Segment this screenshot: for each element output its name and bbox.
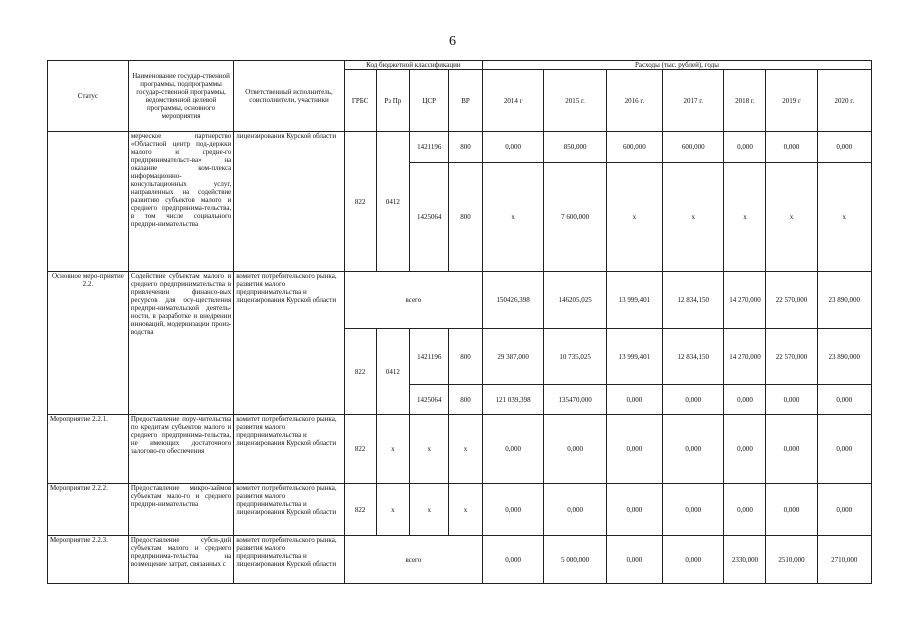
value-cell: 150426,398 — [482, 272, 543, 329]
value-cell: 0,000 — [482, 415, 543, 484]
status-header: Статус — [48, 61, 129, 132]
value-cell: 0,000 — [766, 484, 817, 536]
value-cell: x — [766, 163, 817, 272]
year-header: 2019 г — [766, 70, 817, 132]
value-cell: x — [724, 163, 766, 272]
value-cell: 0,000 — [663, 415, 724, 484]
value-cell: 0,000 — [766, 132, 817, 163]
value-cell: 0,000 — [482, 132, 543, 163]
executor-cell: лицензирования Курской области — [234, 132, 345, 272]
year-header: 2015 г. — [544, 70, 606, 132]
value-cell: 600,000 — [606, 132, 662, 163]
value-cell: 850,000 — [544, 132, 606, 163]
csr-cell: 1421196 — [410, 132, 449, 163]
csr-cell: 1425064 — [410, 163, 449, 272]
budget-code-header: Код бюджетной классификации — [344, 61, 482, 70]
value-cell: 0,000 — [724, 484, 766, 536]
vr-header: ВР — [449, 70, 483, 132]
program-name-cell: мерческое партнерство «Областной центр под-держки малого и средне-го предпринимательст-ва» на оказание ком-плекса информационно-консультационных услуг, направленных на содействие развитию субъектов малого и среднего предпринима-тельства, в том числе социального предпри-нимательства — [128, 132, 233, 272]
year-header: 2020 г. — [817, 70, 871, 132]
value-cell: 5 000,000 — [544, 536, 606, 584]
value-cell: 0,000 — [544, 484, 606, 536]
header-row — [48, 61, 872, 70]
value-cell: 135470,000 — [544, 385, 606, 415]
value-cell: 22 570,000 — [766, 272, 817, 329]
status-cell: Мероприятие 2.2.1. — [48, 415, 129, 484]
vr-cell: 800 — [449, 385, 483, 415]
value-cell: 0,000 — [663, 484, 724, 536]
value-cell: x — [817, 163, 871, 272]
value-cell: 0,000 — [817, 132, 871, 163]
value-cell: 0,000 — [817, 385, 871, 415]
value-cell: 0,000 — [766, 385, 817, 415]
program-name-header: Наименование государ-ственной программы, подпрограммы государ-ственной программы, ведомственной целевой программы, основного мероприятия — [128, 61, 233, 132]
value-cell: 10 735,025 — [544, 329, 606, 385]
year-header: 2016 г. — [606, 70, 662, 132]
value-cell: 14 270,000 — [724, 329, 766, 385]
expenses-header: Расходы (тыс. рублей), годы — [482, 61, 871, 70]
csr-cell: 1421196 — [410, 329, 449, 385]
value-cell: 29 387,000 — [482, 329, 543, 385]
value-cell: 0,000 — [482, 484, 543, 536]
csr-cell: x — [410, 415, 449, 484]
value-cell: 0,000 — [766, 415, 817, 484]
value-cell: 0,000 — [663, 536, 724, 584]
vr-cell: 800 — [449, 329, 483, 385]
table-row — [48, 484, 872, 536]
value-cell: 14 270,000 — [724, 272, 766, 329]
value-cell: 600,000 — [663, 132, 724, 163]
value-cell: 0,000 — [724, 132, 766, 163]
value-cell: 121 039,398 — [482, 385, 543, 415]
rzpr-cell: 0412 — [376, 329, 410, 415]
rzpr-cell: x — [376, 484, 410, 536]
executor-cell: комитет потребительского рынка, развития малого предпринимательства и лицензирования Курской области — [234, 272, 345, 415]
value-cell: 2510,000 — [766, 536, 817, 584]
value-cell: 22 570,000 — [766, 329, 817, 385]
value-cell: 0,000 — [724, 385, 766, 415]
value-cell: 2330,000 — [724, 536, 766, 584]
value-cell: 23 890,000 — [817, 272, 871, 329]
year-header: 2018 г. — [724, 70, 766, 132]
value-cell: 13 999,401 — [606, 272, 662, 329]
table-row — [48, 536, 872, 584]
grbs-cell: 822 — [344, 415, 376, 484]
executor-cell: комитет потребительского рынка, развития малого предпринимательства и лицензирования Курской области — [234, 484, 345, 536]
value-cell: 7 600,000 — [544, 163, 606, 272]
grbs-cell: 822 — [344, 132, 376, 272]
page-number: 6 — [449, 34, 456, 49]
status-cell: Основное меро-приятие 2.2. — [48, 272, 129, 415]
vr-cell: 800 — [449, 163, 483, 272]
csr-cell: x — [410, 484, 449, 536]
value-cell: 0,000 — [544, 415, 606, 484]
program-name-cell: Содействие субъектам малого и среднего предпринимательства в привлечении финансо-вых ресурсов для осу-ществления предпри-нимательской деятель-ности, в разработке и внедрении инноваций, модернизации произ-водства — [128, 272, 233, 415]
total-label: всего — [344, 272, 482, 329]
vr-cell: x — [449, 484, 483, 536]
value-cell: 0,000 — [606, 385, 662, 415]
rzpr-header: Рз Пр — [376, 70, 410, 132]
csr-cell: 1425064 — [410, 385, 449, 415]
grbs-header: ГРБС — [344, 70, 376, 132]
value-cell: 0,000 — [606, 415, 662, 484]
status-cell: Мероприятие 2.2.3. — [48, 536, 129, 584]
value-cell: 2710,000 — [817, 536, 871, 584]
csr-header: ЦСР — [410, 70, 449, 132]
rzpr-cell: 0412 — [376, 132, 410, 272]
executor-header: Ответственный исполнитель, соисполнители, участники — [234, 61, 345, 132]
rzpr-cell: x — [376, 415, 410, 484]
program-name-cell: Предоставление пору-чительства по кредитам субъектов малого и среднего предпринима-тельства, не имеющих достаточного залогово-го обеспечения — [128, 415, 233, 484]
executor-cell: комитет потребительского рынка, развития малого предпринимательства и лицензирования Курской области — [234, 536, 345, 584]
table-row — [48, 132, 872, 163]
value-cell: 0,000 — [606, 536, 662, 584]
executor-cell: комитет потребительского рынка, развития малого предпринимательства и лицензирования Курской области — [234, 415, 345, 484]
year-header: 2017 г. — [663, 70, 724, 132]
vr-cell: 800 — [449, 132, 483, 163]
value-cell: 0,000 — [724, 415, 766, 484]
value-cell: 13 999,401 — [606, 329, 662, 385]
value-cell: 0,000 — [663, 385, 724, 415]
program-name-cell: Предоставление микро-займов субъектам мало-го и среднего предпри-нимательства — [128, 484, 233, 536]
total-label: всего — [344, 536, 482, 584]
value-cell: 12 834,150 — [663, 272, 724, 329]
value-cell: 0,000 — [482, 536, 543, 584]
vr-cell: x — [449, 415, 483, 484]
value-cell: 23 890,000 — [817, 329, 871, 385]
status-cell — [48, 132, 129, 272]
budget-table — [47, 60, 872, 584]
value-cell: 146205,025 — [544, 272, 606, 329]
program-name-cell: Предоставление субси-дий субъектам малого и среднего предпринима-тельства на возмещение затрат, связанных с — [128, 536, 233, 584]
value-cell: 12 834,150 — [663, 329, 724, 385]
value-cell: 0,000 — [606, 484, 662, 536]
table-row — [48, 272, 872, 329]
grbs-cell: 822 — [344, 484, 376, 536]
table-row — [48, 415, 872, 484]
value-cell: 0,000 — [817, 484, 871, 536]
value-cell: x — [606, 163, 662, 272]
status-cell: Мероприятие 2.2.2. — [48, 484, 129, 536]
value-cell: x — [663, 163, 724, 272]
year-header: 2014 г — [482, 70, 543, 132]
value-cell: 0,000 — [817, 415, 871, 484]
grbs-cell: 822 — [344, 329, 376, 415]
value-cell: x — [482, 163, 543, 272]
